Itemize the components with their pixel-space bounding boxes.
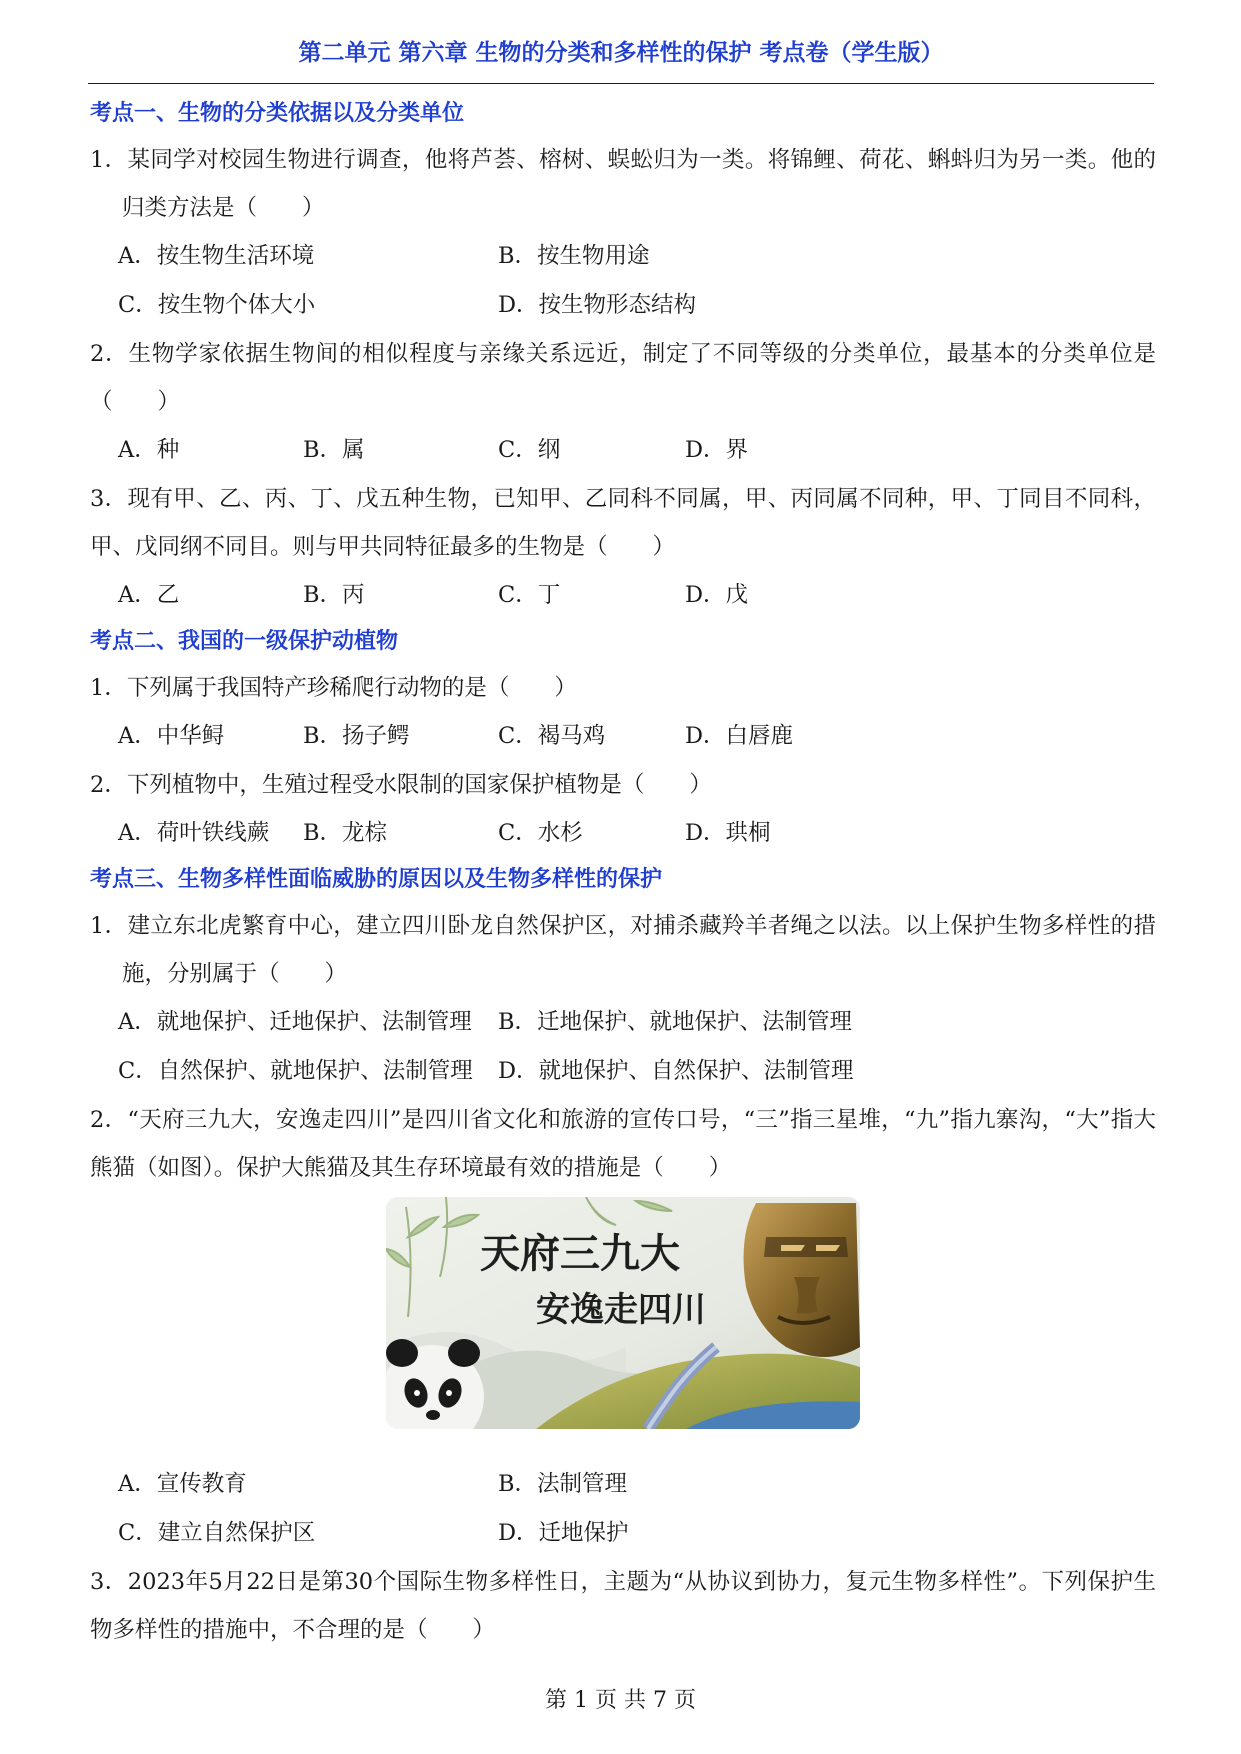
option-b: B．扬子鳄	[303, 723, 410, 749]
option-row	[90, 281, 1156, 330]
option-a: A．乙	[118, 582, 180, 608]
option-row	[90, 1460, 1156, 1509]
option-row	[90, 571, 1156, 620]
option-b: B．法制管理	[498, 1471, 628, 1497]
option-a: A．按生物生活环境	[118, 243, 315, 269]
option-c: C．丁	[498, 582, 561, 608]
question-figure	[90, 1192, 1156, 1460]
option-b: B．丙	[303, 582, 365, 608]
option-c: C．水杉	[498, 820, 583, 846]
option-row	[90, 426, 1156, 475]
section-title: 考点一、生物的分类依据以及分类单位	[90, 101, 465, 126]
question-stem: 3．现有甲、乙、丙、丁、戊五种生物，已知甲、乙同科不同属，甲、丙同属不同种，甲、丁同目不同科，甲、戊同纲不同目。则与甲共同特征最多的生物是（ ）	[90, 486, 1156, 560]
question-stem: 2．下列植物中，生殖过程受水限制的国家保护植物是（ ）	[90, 772, 712, 798]
question-stem: 1．下列属于我国特产珍稀爬行动物的是（ ）	[90, 675, 577, 701]
option-a: A．种	[118, 437, 180, 463]
option-b: B．按生物用途	[498, 243, 650, 269]
option-b: B．属	[303, 437, 365, 463]
option-row	[90, 998, 1156, 1047]
page-footer: 第 1 页 共 7 页	[545, 1688, 696, 1713]
option-d: D．就地保护、自然保护、法制管理	[498, 1058, 854, 1084]
option-c: C．自然保护、就地保护、法制管理	[118, 1058, 473, 1084]
document-body	[90, 92, 1156, 1654]
option-a: A．荷叶铁线蕨	[118, 820, 270, 846]
question-stem: 1．某同学对校园生物进行调查，他将芦荟、榕树、蜈蚣归为一类。将锦鲤、荷花、蝌蚪归为另一类。他的归类方法是（ ）	[90, 147, 1156, 221]
question-stem: 2．“天府三九大，安逸走四川”是四川省文化和旅游的宣传口号，“三”指三星堆，“九”指九寨沟，“大”指大熊猫（如图）。保护大熊猫及其生存环境最有效的措施是（ ）	[90, 1107, 1156, 1181]
option-c: C．褐马鸡	[498, 723, 606, 749]
option-d: D．按生物形态结构	[498, 292, 697, 318]
option-b: B．龙棕	[303, 820, 388, 846]
option-a: A．中华鲟	[118, 723, 225, 749]
option-row	[90, 1047, 1156, 1096]
option-d: D．戊	[685, 582, 749, 608]
option-a: A．宣传教育	[118, 1471, 247, 1497]
page-header-title: 第二单元 第六章 生物的分类和多样性的保护 考点卷（学生版）	[298, 40, 944, 66]
sichuan-tourism-poster	[386, 1197, 860, 1429]
option-row	[90, 712, 1156, 761]
question-stem: 3．2023年5月22日是第30个国际生物多样性日，主题为“从协议到协力，复元生物多样性”。下列保护生物多样性的措施中，不合理的是（ ）	[90, 1569, 1156, 1643]
option-row	[90, 1509, 1156, 1558]
option-d: D．白唇鹿	[685, 723, 794, 749]
question-stem: 1．建立东北虎繁育中心，建立四川卧龙自然保护区，对捕杀藏羚羊者绳之以法。以上保护生物多样性的措施，分别属于（ ）	[90, 913, 1156, 987]
poster-slogan-line-2: 安逸走四川	[536, 1290, 706, 1330]
option-d: D．迁地保护	[498, 1520, 629, 1546]
option-row	[90, 809, 1156, 858]
question-stem: 2．生物学家依据生物间的相似程度与亲缘关系远近，制定了不同等级的分类单位，最基本的分类单位是（ ）	[90, 341, 1156, 415]
option-c: C．纲	[498, 437, 561, 463]
poster-slogan-line-1: 天府三九大	[480, 1231, 680, 1277]
option-d: D．珙桐	[685, 820, 771, 846]
option-c: C．建立自然保护区	[118, 1520, 316, 1546]
option-d: D．界	[685, 437, 749, 463]
option-c: C．按生物个体大小	[118, 292, 316, 318]
option-row	[90, 232, 1156, 281]
section-title: 考点二、我国的一级保护动植物	[90, 629, 399, 654]
option-a: A．就地保护、迁地保护、法制管理	[118, 1009, 472, 1035]
section-title: 考点三、生物多样性面临威胁的原因以及生物多样性的保护	[90, 867, 663, 892]
header-divider	[88, 83, 1154, 84]
option-b: B．迁地保护、就地保护、法制管理	[498, 1009, 853, 1035]
